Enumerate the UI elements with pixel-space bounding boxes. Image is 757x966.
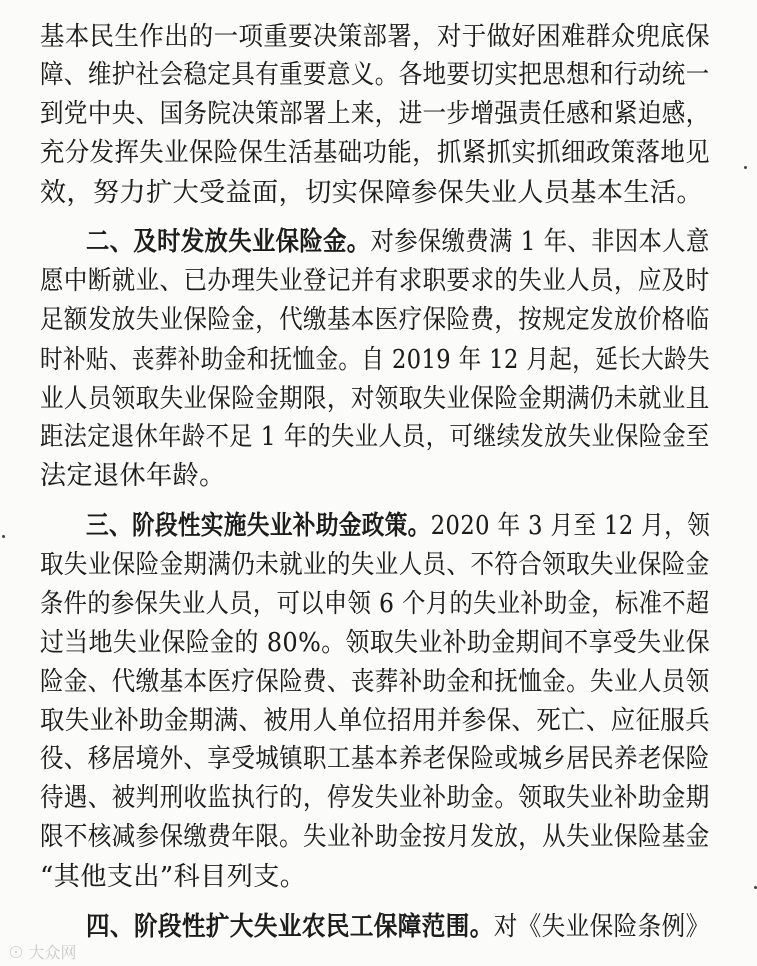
document-line-text: 取失业保险金期满仍未就业的失业人员、不符合领取失业保险金 — [40, 550, 710, 580]
document-line — [40, 140, 710, 166]
watermark-logo — [8, 940, 76, 963]
scan-speck — [2, 535, 5, 538]
document-line-text: 过当地失业保险金的 80%。领取失业补助金期间不享受失业保 — [40, 628, 711, 658]
section-heading: 二、及时发放失业保险金。 — [86, 227, 371, 257]
document-line — [40, 591, 710, 617]
document-line-text: 距法定退休年龄不足 1 年的失业人员，可继续发放失业保险金至 — [40, 422, 710, 452]
document-line-text: 对《失业保险条例》 — [493, 912, 710, 942]
document-line — [40, 62, 710, 88]
document-line-text: 基本民生作出的一项重要决策部署，对于做好困难群众兜底保 — [40, 22, 711, 52]
section-heading: 四、阶段性扩大失业农民工保障范围。 — [86, 912, 494, 942]
document-line — [40, 746, 710, 772]
watermark-mark-icon: ⊙ — [8, 945, 25, 962]
document-line — [86, 513, 710, 539]
document-line — [40, 864, 306, 890]
document-line — [40, 552, 710, 578]
document-line — [86, 914, 710, 940]
document-line-text: 业人员领取失业保险金期限，对领取失业保险金期满仍未就业且 — [40, 384, 710, 414]
document-line — [40, 708, 710, 734]
document-line — [40, 630, 710, 656]
document-line-text: 时补贴、丧葬补助金和抚恤金。自 2019 年 12 月起，延长大龄失 — [40, 345, 710, 375]
document-line-text: 愿中断就业、已办理失业登记并有求职要求的失业人员，应及时 — [40, 266, 710, 296]
document-line — [40, 24, 710, 50]
document-line-text: 法定退休年龄。 — [40, 461, 226, 491]
document-line — [40, 785, 710, 811]
document-line-text: 充分发挥失业保险保生活基础功能，抓紧抓实抓细政策落地见 — [40, 138, 711, 168]
document-line-text: 取失业补助金期满、被用人单位招用并参保、死亡、应征服兵 — [40, 706, 711, 736]
document-line-text: 障、维护社会稳定具有重要意义。各地要切实把思想和行动统一 — [40, 60, 710, 90]
document-line-text: 效，努力扩大受益面，切实保障参保失业人员基本生活。 — [40, 178, 704, 208]
document-line — [40, 669, 710, 695]
document-line — [40, 824, 710, 850]
document-line — [40, 347, 710, 373]
document-line — [86, 229, 710, 255]
document-line-text: 足额发放失业保险金，代缴基本医疗保险费，按规定发放价格临 — [40, 305, 710, 335]
document-line-text: 待遇、被判刑收监执行的，停发失业补助金。领取失业补助金期 — [40, 783, 710, 813]
document-line — [40, 386, 710, 412]
document-line — [40, 463, 226, 489]
section-heading: 三、阶段性实施失业补助金政策。 — [86, 511, 431, 541]
document-line — [40, 180, 703, 206]
watermark-text: 大众网 — [28, 945, 77, 962]
document-line-text: 险金、代缴基本医疗保险费、丧葬补助金和抚恤金。失业人员领 — [40, 667, 710, 697]
document-line-text: 役、移居境外、享受城镇职工基本养老保险或城乡居民养老保险 — [40, 744, 710, 774]
document-line — [40, 424, 710, 450]
document-line-text: 限不核减参保缴费年限。失业补助金按月发放，从失业保险基金 — [40, 822, 710, 852]
document-line — [40, 307, 710, 333]
document-line-text: 2020 年 3 月至 12 月，领 — [430, 511, 711, 541]
document-line-text: 条件的参保失业人员，可以申领 6 个月的失业补助金，标准不超 — [40, 589, 710, 619]
document-line — [40, 268, 710, 294]
scan-speck — [744, 166, 747, 169]
document-line-text: “其他支出”科目列支。 — [40, 862, 307, 892]
document-line-text: 到党中央、国务院决策部署上来，进一步增强责任感和紧迫感， — [40, 99, 710, 129]
document-line — [40, 101, 710, 127]
document-line-text: 对参保缴费满 1 年、非因本人意 — [370, 227, 710, 257]
